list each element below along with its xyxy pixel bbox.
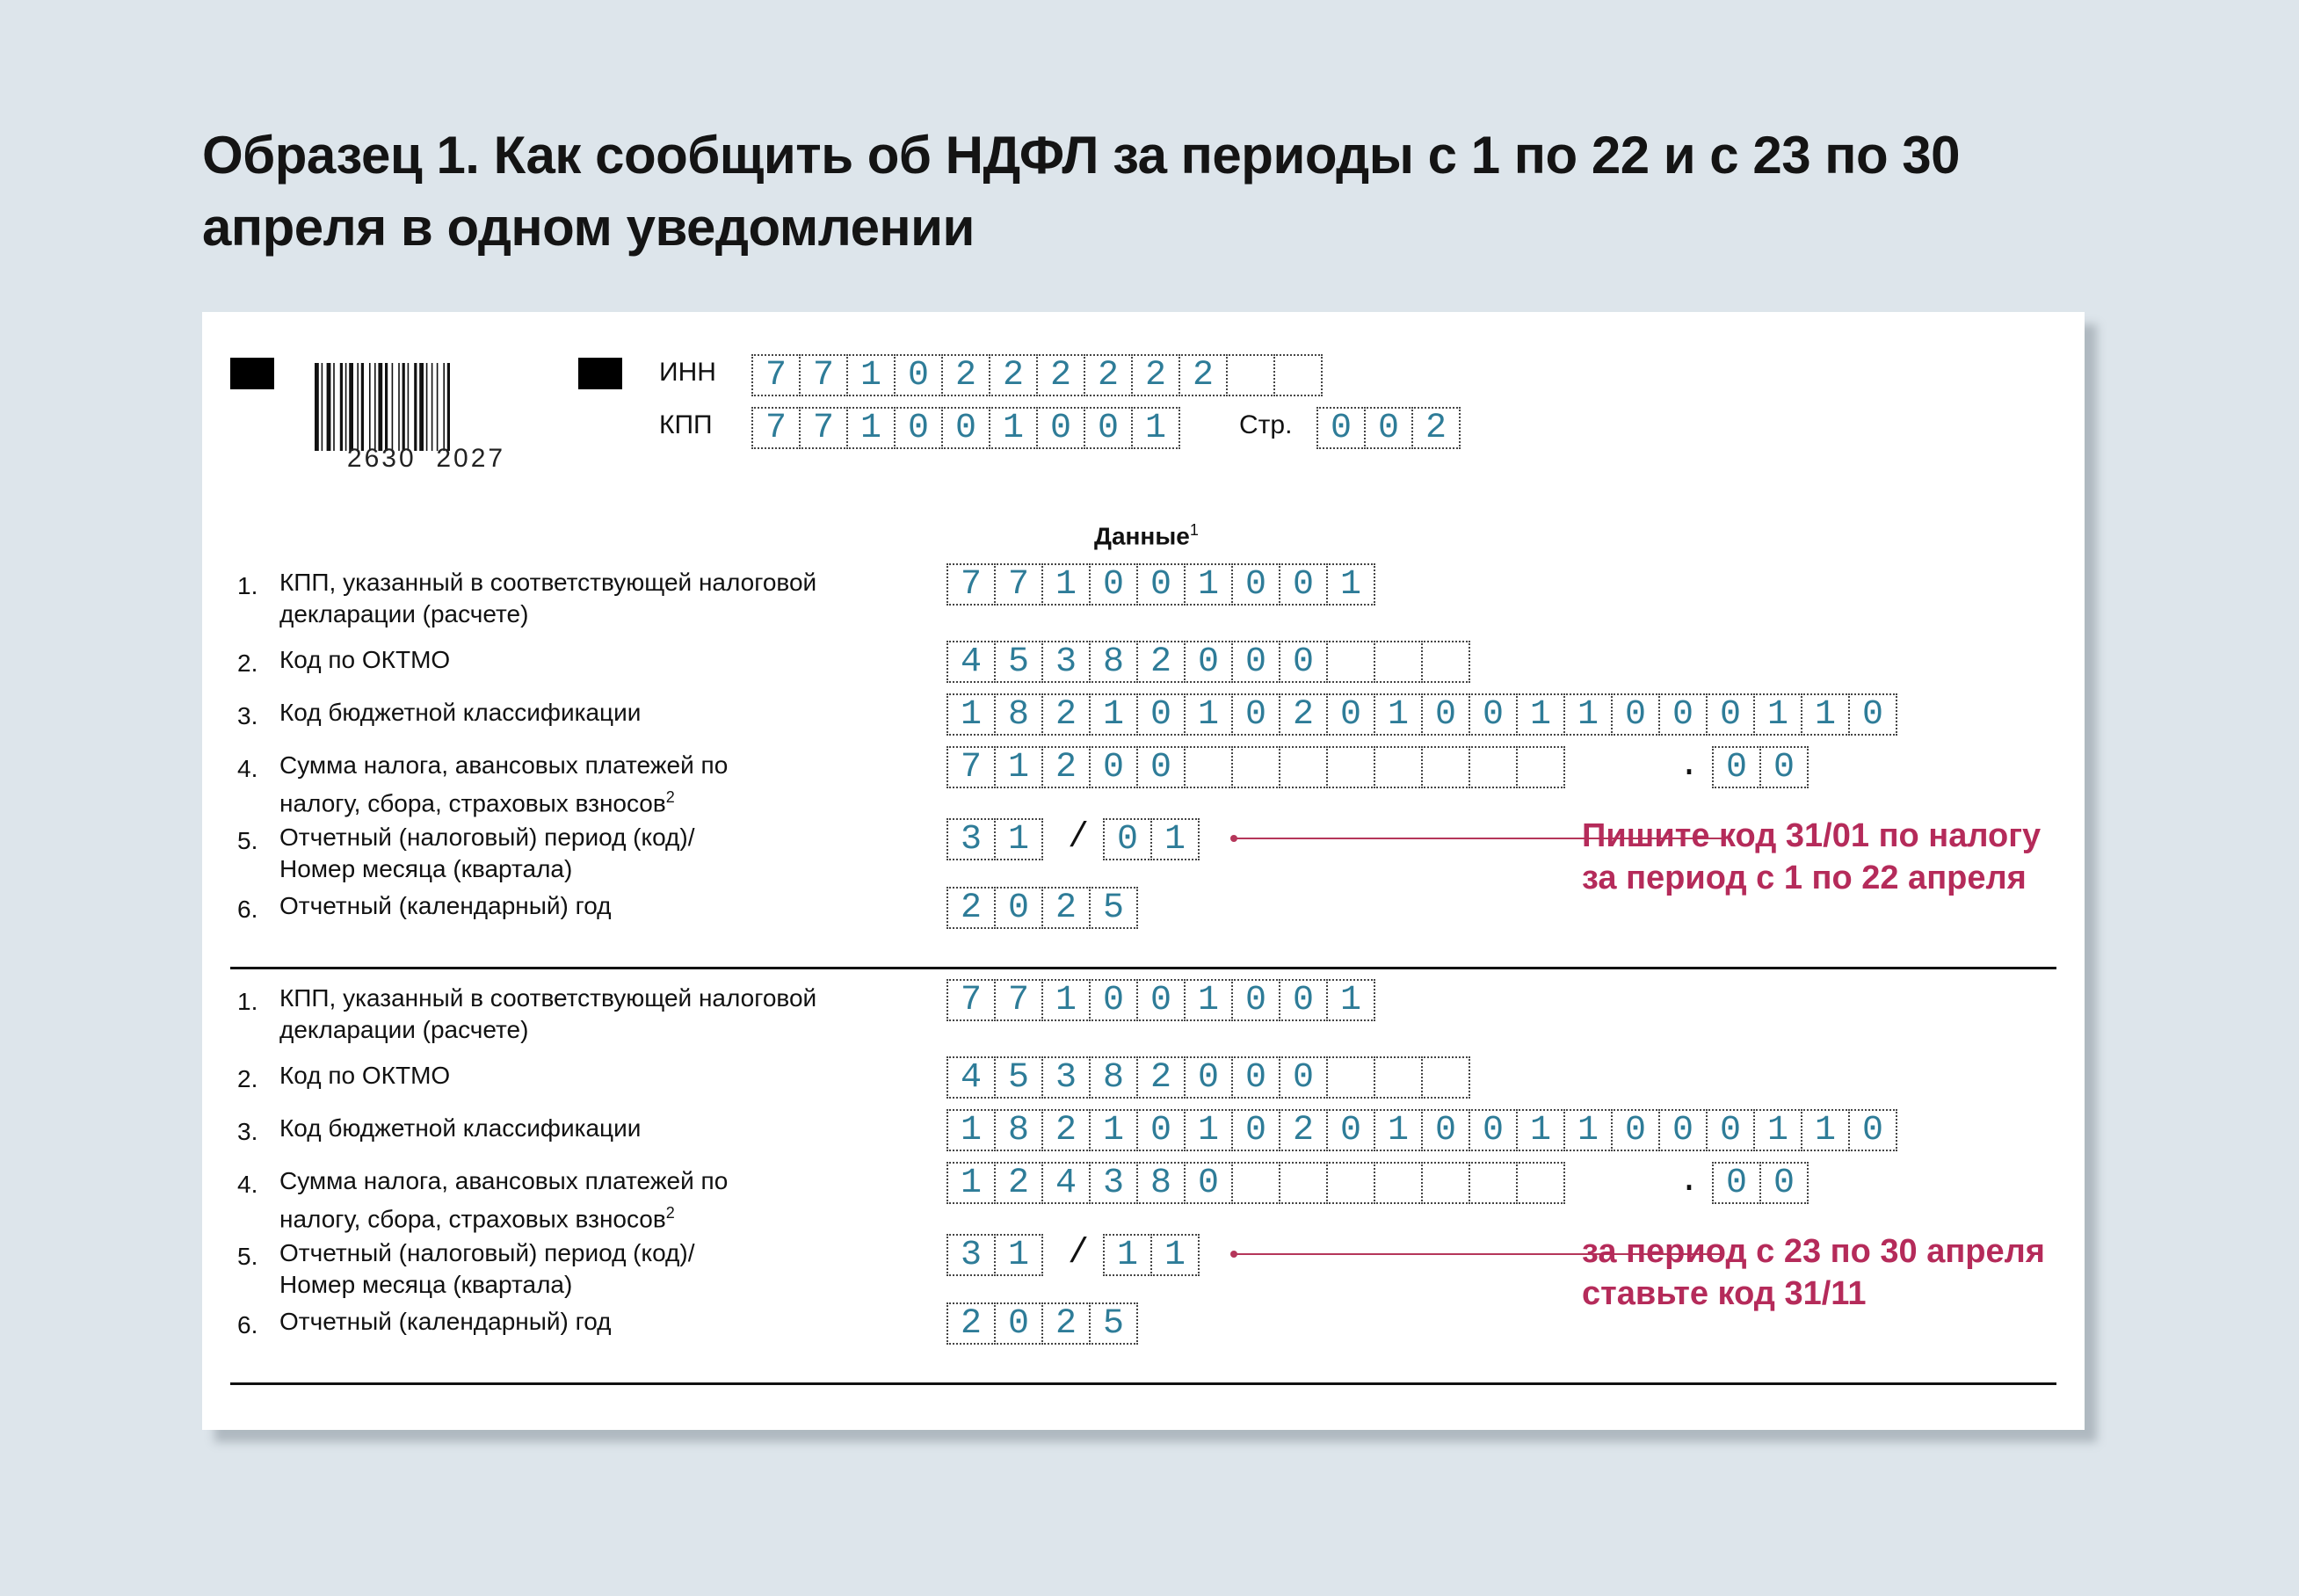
digit-cell[interactable] (1231, 746, 1280, 788)
field-input[interactable] (946, 746, 1565, 787)
digit-cell[interactable]: 0 (1759, 1162, 1809, 1204)
data-column-header-text: Данные (1094, 522, 1190, 550)
digit-cell[interactable]: 1 (1089, 1109, 1138, 1151)
digit-cell[interactable]: 0 (1184, 1056, 1233, 1099)
digit-cell[interactable]: 0 (1136, 563, 1186, 606)
field-label (279, 567, 816, 630)
digit-cell[interactable]: 0 (994, 887, 1043, 929)
digit-cell[interactable]: 2 (1041, 693, 1091, 736)
digit-cell[interactable]: 1 (1184, 693, 1233, 736)
field-label (279, 1165, 728, 1235)
callout-note-line: ставьте код 31/11 (1582, 1275, 1867, 1312)
decimal-point: . (1679, 1162, 1701, 1201)
section-divider (230, 967, 2056, 969)
digit-cell[interactable]: 1 (846, 407, 896, 449)
digit-cell[interactable]: 0 (1421, 693, 1470, 736)
page-title: Образец 1. Как сообщить об НДФЛ за периоды с 1 по 22 и с 23 по 30 апреля в одном уведомлении (202, 126, 1961, 257)
digit-cell[interactable]: 0 (1279, 1056, 1328, 1099)
digit-cell[interactable] (1279, 746, 1328, 788)
kopeck-input[interactable] (1712, 746, 1809, 787)
digit-cell[interactable]: 1 (1041, 563, 1091, 606)
digit-cell[interactable]: 0 (1231, 641, 1280, 683)
digit-cell[interactable]: 7 (994, 979, 1043, 1021)
digit-cell[interactable]: 7 (946, 979, 996, 1021)
digit-cell[interactable]: 0 (1036, 407, 1085, 449)
digit-cell[interactable]: 0 (1231, 979, 1280, 1021)
field-input[interactable] (946, 1056, 1470, 1097)
digit-cell[interactable]: 1 (1563, 1109, 1613, 1151)
digit-cell[interactable]: 0 (1326, 693, 1375, 736)
field-number: 4. (237, 755, 258, 782)
digit-cell[interactable]: 1 (1184, 979, 1233, 1021)
digit-cell[interactable]: 1 (1753, 1109, 1802, 1151)
field-label (279, 890, 612, 922)
digit-cell[interactable]: 2 (946, 1302, 996, 1345)
digit-cell[interactable]: 0 (1706, 1109, 1755, 1151)
digit-cell[interactable]: 1 (946, 693, 996, 736)
field-label (279, 1060, 450, 1092)
digit-cell[interactable]: 2 (1411, 407, 1461, 449)
digit-cell[interactable]: 0 (941, 407, 990, 449)
field-input[interactable] (946, 887, 1138, 927)
decimal-point: . (1679, 746, 1701, 786)
digit-cell[interactable]: 1 (989, 407, 1038, 449)
digit-cell[interactable] (1273, 354, 1323, 396)
digit-cell[interactable] (1469, 746, 1518, 788)
field-input[interactable] (946, 563, 1375, 604)
digit-cell[interactable]: 7 (994, 563, 1043, 606)
digit-cell[interactable]: 2 (1131, 354, 1180, 396)
field-label-line: Отчетный (календарный) год (279, 892, 612, 919)
digit-cell[interactable] (1374, 746, 1423, 788)
field-number: 1. (237, 988, 258, 1015)
digit-cell[interactable]: 2 (1279, 1109, 1328, 1151)
barcode-number: 2630 2027 (346, 444, 506, 473)
digit-cell[interactable]: 0 (1279, 979, 1328, 1021)
digit-cell[interactable]: 8 (1089, 1056, 1138, 1099)
period-code-input[interactable] (946, 1234, 1043, 1274)
digit-cell[interactable]: 1 (1326, 563, 1375, 606)
field-label-line: Код по ОКТМО (279, 1062, 451, 1089)
field-label (279, 697, 641, 729)
digit-cell[interactable]: 0 (1658, 693, 1708, 736)
digit-cell[interactable] (1374, 641, 1423, 683)
digit-cell[interactable]: 0 (1421, 1109, 1470, 1151)
digit-cell[interactable]: 7 (751, 354, 801, 396)
digit-cell[interactable]: 0 (1469, 1109, 1518, 1151)
field-label-line: Сумма налога, авансовых платежей по (279, 1167, 729, 1194)
field-input[interactable] (946, 1162, 1565, 1202)
digit-cell[interactable]: 1 (994, 746, 1043, 788)
digit-cell[interactable]: 8 (994, 693, 1043, 736)
digit-cell[interactable]: 4 (946, 641, 996, 683)
digit-cell[interactable]: 1 (846, 354, 896, 396)
field-number: 2. (237, 1065, 258, 1092)
field-label-line: Код бюджетной классификации (279, 1114, 642, 1142)
digit-cell[interactable]: 0 (1136, 746, 1186, 788)
digit-cell[interactable]: 2 (1136, 1056, 1186, 1099)
field-label-line: Сумма налога, авансовых платежей по (279, 751, 729, 779)
digit-cell[interactable]: 3 (1041, 1056, 1091, 1099)
digit-cell[interactable]: 1 (1184, 563, 1233, 606)
digit-cell[interactable]: 2 (946, 887, 996, 929)
digit-cell[interactable]: 0 (1759, 746, 1809, 788)
field-label-line: Отчетный (налоговый) период (код)/ (279, 823, 695, 851)
digit-cell[interactable]: 2 (1041, 746, 1091, 788)
digit-cell[interactable]: 3 (1041, 641, 1091, 683)
field-label-line: Номер месяца (квартала) (279, 855, 573, 882)
digit-cell[interactable]: 8 (1089, 641, 1138, 683)
field-label (279, 1306, 612, 1338)
field-number: 5. (237, 827, 258, 854)
digit-cell[interactable] (1226, 354, 1275, 396)
field-label (279, 750, 728, 819)
digit-cell[interactable]: 2 (1041, 1302, 1091, 1345)
digit-cell[interactable]: 5 (994, 641, 1043, 683)
digit-cell[interactable]: 0 (1184, 641, 1233, 683)
digit-cell[interactable]: 1 (994, 1234, 1043, 1276)
digit-cell[interactable]: 7 (946, 563, 996, 606)
digit-cell[interactable]: 2 (1041, 887, 1091, 929)
digit-cell[interactable] (1421, 746, 1470, 788)
field-input[interactable] (946, 979, 1375, 1019)
field-label (279, 983, 816, 1046)
digit-cell[interactable]: 7 (946, 746, 996, 788)
digit-cell[interactable] (1469, 1162, 1518, 1204)
digit-cell[interactable]: 7 (799, 354, 848, 396)
field-number: 6. (237, 896, 258, 923)
digit-cell[interactable]: 1 (994, 818, 1043, 860)
page-label: Стр. (1239, 410, 1293, 439)
digit-cell[interactable]: 1 (1150, 1234, 1200, 1276)
kopeck-input[interactable] (1712, 1162, 1809, 1202)
digit-cell[interactable]: 2 (1084, 354, 1133, 396)
digit-cell[interactable]: 1 (1041, 979, 1091, 1021)
section-divider (230, 1382, 2056, 1385)
digit-cell[interactable]: 1 (1374, 1109, 1423, 1151)
digit-cell[interactable]: 0 (894, 354, 943, 396)
digit-cell[interactable]: 0 (1231, 563, 1280, 606)
period-separator: / (1068, 818, 1090, 858)
digit-cell[interactable]: 0 (894, 407, 943, 449)
callout-note (1582, 815, 2041, 899)
digit-cell[interactable]: 1 (1184, 1109, 1233, 1151)
digit-cell[interactable]: 0 (1848, 1109, 1897, 1151)
field-label (279, 1237, 694, 1301)
digit-cell[interactable]: 0 (1611, 693, 1660, 736)
digit-cell[interactable]: 0 (1089, 979, 1138, 1021)
field-number: 3. (237, 702, 258, 729)
digit-cell[interactable]: 2 (1179, 354, 1228, 396)
field-label (279, 822, 694, 885)
field-input[interactable] (946, 693, 1897, 734)
digit-cell[interactable]: 0 (1184, 1162, 1233, 1204)
digit-cell[interactable]: 2 (989, 354, 1038, 396)
digit-cell[interactable] (1374, 1056, 1423, 1099)
digit-cell[interactable]: 0 (1364, 407, 1413, 449)
field-label-line: Отчетный (календарный) год (279, 1308, 612, 1335)
digit-cell[interactable]: 0 (1279, 563, 1328, 606)
field-label-line: Код бюджетной классификации (279, 699, 642, 726)
corner-marker-left (230, 358, 274, 389)
field-input[interactable] (946, 641, 1470, 681)
digit-cell[interactable]: 1 (1753, 693, 1802, 736)
field-label-line: налогу, сбора, страховых взносов$^2$ (279, 788, 675, 817)
digit-cell[interactable] (1231, 1162, 1280, 1204)
digit-cell[interactable]: 0 (1326, 1109, 1375, 1151)
digit-cell[interactable]: 1 (946, 1162, 996, 1204)
callout-note-line: Пишите код 31/01 по налогу (1582, 817, 2042, 854)
digit-cell[interactable]: 1 (1516, 1109, 1565, 1151)
digit-cell[interactable]: 0 (1231, 1109, 1280, 1151)
digit-cell[interactable] (1374, 1162, 1423, 1204)
digit-cell[interactable]: 0 (1848, 693, 1897, 736)
field-label-line: Номер месяца (квартала) (279, 1271, 573, 1298)
digit-cell[interactable]: 7 (799, 407, 848, 449)
digit-cell[interactable]: 8 (1136, 1162, 1186, 1204)
digit-cell[interactable] (1326, 1162, 1375, 1204)
digit-cell[interactable]: 1 (946, 1109, 996, 1151)
digit-cell[interactable] (1326, 641, 1375, 683)
digit-cell[interactable]: 0 (1658, 1109, 1708, 1151)
digit-cell[interactable]: 2 (1041, 1109, 1091, 1151)
digit-cell[interactable]: 1 (1516, 693, 1565, 736)
digit-cell[interactable] (1516, 1162, 1565, 1204)
digit-cell[interactable]: 7 (751, 407, 801, 449)
month-number-input[interactable] (1103, 818, 1200, 859)
digit-cell[interactable]: 0 (1084, 407, 1133, 449)
digit-cell[interactable]: 1 (1150, 818, 1200, 860)
digit-cell[interactable]: 0 (1103, 818, 1152, 860)
period-code-input[interactable] (946, 818, 1043, 859)
digit-cell[interactable]: 0 (1231, 693, 1280, 736)
field-label-line: налогу, сбора, страховых взносов$^2$ (279, 1204, 675, 1233)
field-label-line: Отчетный (налоговый) период (код)/ (279, 1239, 695, 1266)
digit-cell[interactable]: 4 (946, 1056, 996, 1099)
digit-cell[interactable] (1279, 1162, 1328, 1204)
data-column-header (1094, 521, 1199, 550)
digit-cell[interactable]: 1 (1131, 407, 1180, 449)
footnote-marker: 2 (665, 1204, 675, 1222)
field-label (279, 1113, 641, 1144)
field-label-line: декларации (расчете) (279, 1016, 529, 1043)
digit-cell[interactable]: 0 (1279, 641, 1328, 683)
digit-cell[interactable]: 1 (1374, 693, 1423, 736)
kpp-field[interactable] (751, 407, 1180, 447)
digit-cell[interactable]: 0 (1231, 1056, 1280, 1099)
digit-cell[interactable]: 0 (1469, 693, 1518, 736)
digit-cell[interactable] (1184, 746, 1233, 788)
digit-cell[interactable]: 0 (994, 1302, 1043, 1345)
digit-cell[interactable]: 0 (1089, 563, 1138, 606)
digit-cell[interactable]: 3 (946, 1234, 996, 1276)
month-number-input[interactable] (1103, 1234, 1200, 1274)
page-number-field[interactable] (1316, 407, 1461, 447)
callout-note-line: за период с 23 по 30 апреля (1582, 1233, 2045, 1270)
digit-cell[interactable]: 8 (994, 1109, 1043, 1151)
digit-cell[interactable]: 1 (1801, 1109, 1850, 1151)
footnote-marker: 2 (665, 788, 675, 806)
field-number: 1. (237, 572, 258, 599)
digit-cell[interactable] (1326, 746, 1375, 788)
field-input[interactable] (946, 1302, 1138, 1343)
callout-note-line: за период с 1 по 22 апреля (1582, 860, 2027, 896)
digit-cell[interactable]: 2 (941, 354, 990, 396)
digit-cell[interactable]: 2 (1279, 693, 1328, 736)
digit-cell[interactable]: 3 (946, 818, 996, 860)
period-separator: / (1068, 1234, 1090, 1273)
digit-cell[interactable]: 5 (1089, 1302, 1138, 1345)
field-number: 6. (237, 1311, 258, 1338)
barcode-icon (308, 363, 545, 451)
digit-cell[interactable]: 0 (1316, 407, 1366, 449)
footnote-marker: 1 (1189, 521, 1199, 539)
digit-cell[interactable]: 0 (1706, 693, 1755, 736)
field-number: 2. (237, 649, 258, 677)
digit-cell[interactable] (1421, 1162, 1470, 1204)
digit-cell[interactable] (1421, 1056, 1470, 1099)
digit-cell[interactable] (1516, 746, 1565, 788)
field-label-line: КПП, указанный в соответствующей налоговой (279, 984, 817, 1012)
digit-cell[interactable]: 1 (1103, 1234, 1152, 1276)
field-label (279, 644, 450, 676)
corner-marker-right (578, 358, 622, 389)
digit-cell[interactable]: 1 (1563, 693, 1613, 736)
digit-cell[interactable]: 5 (1089, 887, 1138, 929)
digit-cell[interactable]: 5 (994, 1056, 1043, 1099)
digit-cell[interactable] (1326, 1056, 1375, 1099)
field-label-line: КПП, указанный в соответствующей налоговой (279, 569, 817, 596)
digit-cell[interactable]: 2 (1136, 641, 1186, 683)
field-number: 5. (237, 1243, 258, 1270)
digit-cell[interactable]: 0 (1136, 1109, 1186, 1151)
tax-form-sheet (202, 312, 2085, 1430)
digit-cell[interactable]: 1 (1326, 979, 1375, 1021)
digit-cell[interactable]: 1 (1801, 693, 1850, 736)
digit-cell[interactable]: 0 (1611, 1109, 1660, 1151)
field-number: 4. (237, 1171, 258, 1198)
callout-note (1582, 1230, 2045, 1315)
digit-cell[interactable]: 0 (1136, 979, 1186, 1021)
inn-label: ИНН (659, 358, 716, 387)
digit-cell[interactable]: 0 (1089, 746, 1138, 788)
inn-field[interactable] (751, 354, 1323, 395)
field-label-line: декларации (расчете) (279, 600, 529, 628)
digit-cell[interactable]: 2 (1036, 354, 1085, 396)
field-number: 3. (237, 1118, 258, 1145)
digit-cell[interactable]: 0 (1136, 693, 1186, 736)
digit-cell[interactable]: 0 (1712, 1162, 1761, 1204)
digit-cell[interactable]: 0 (1712, 746, 1761, 788)
kpp-label: КПП (659, 410, 713, 439)
digit-cell[interactable]: 1 (1089, 693, 1138, 736)
digit-cell[interactable]: 3 (1089, 1162, 1138, 1204)
digit-cell[interactable]: 4 (1041, 1162, 1091, 1204)
field-input[interactable] (946, 1109, 1897, 1150)
digit-cell[interactable] (1421, 641, 1470, 683)
digit-cell[interactable]: 2 (994, 1162, 1043, 1204)
field-label-line: Код по ОКТМО (279, 646, 451, 673)
